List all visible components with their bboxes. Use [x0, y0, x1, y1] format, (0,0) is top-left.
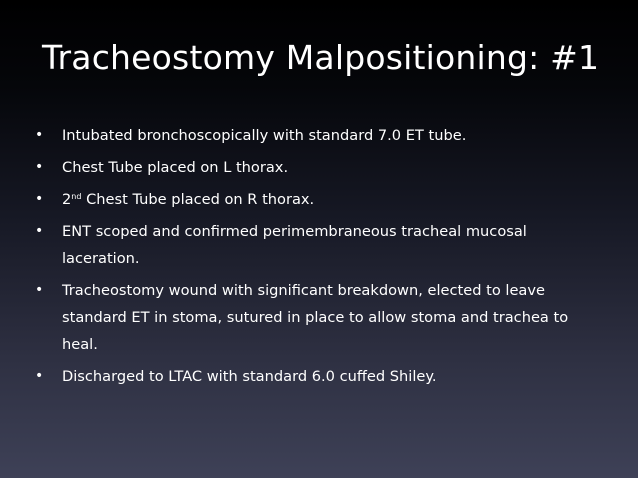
bullet-item [33, 218, 608, 272]
bullet-item [33, 363, 608, 390]
bullet-text [62, 191, 314, 208]
bullet-item [33, 186, 608, 213]
bullet-marker: • [35, 223, 44, 239]
bullet-item [33, 277, 608, 358]
bullet-marker: • [35, 191, 44, 207]
bullet-text: Tracheostomy wound with significant breakdown, elected to leave standard ET in stoma, sutured in place to allow stoma and trachea to heal. [62, 282, 569, 353]
bullet-marker: • [35, 127, 44, 143]
bullet-marker: • [35, 282, 44, 298]
bullet-list [33, 122, 608, 395]
bullet-marker: • [35, 368, 44, 384]
ordinal-suffix: nd [71, 192, 82, 201]
bullet-marker: • [35, 159, 44, 175]
slide-title: Tracheostomy Malpositioning: #1 [42, 38, 600, 77]
bullet-item [33, 154, 608, 181]
bullet-text: Intubated bronchoscopically with standard 7.0 ET tube. [62, 127, 467, 144]
ordinal-number: 2 [62, 191, 72, 208]
bullet-text-rest: Chest Tube placed on R thorax. [81, 191, 315, 208]
bullet-text: ENT scoped and confirmed perimembraneous tracheal mucosal laceration. [62, 223, 527, 267]
bullet-text: Discharged to LTAC with standard 6.0 cuffed Shiley. [62, 368, 437, 385]
bullet-item [33, 122, 608, 149]
bullet-text: Chest Tube placed on L thorax. [62, 159, 289, 176]
